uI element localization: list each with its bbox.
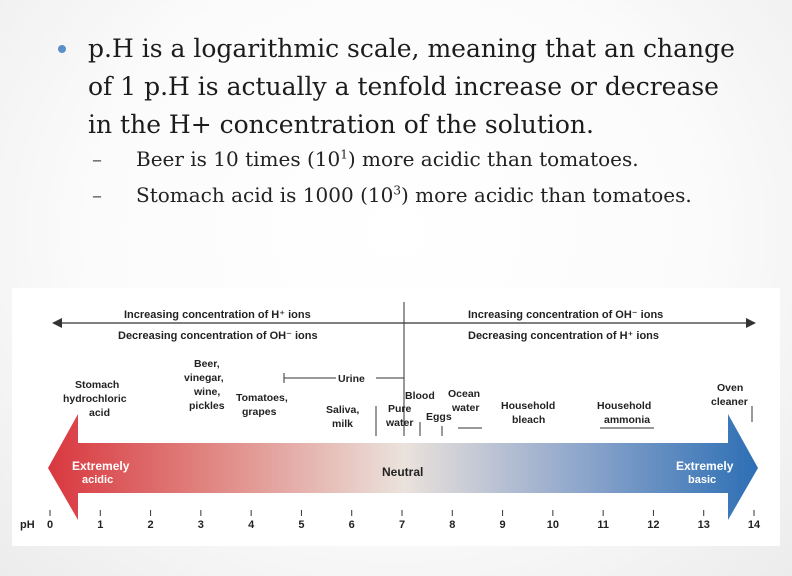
saliva-label-2: milk [332,418,354,430]
sub-bullet-text [136,144,752,174]
beer-label-3: wine, [194,386,221,398]
oven-label-1: Oven [717,382,744,394]
tick-label: 12 [647,519,660,531]
tick-label: 7 [398,519,406,531]
beer-label-4: pickles [189,400,225,412]
sub-bullet-pre: Stomach acid is 1000 (10 [136,183,394,207]
sub-bullet-post: ) more acidic than tomatoes. [347,147,639,171]
dash-icon: – [92,147,102,171]
neutral-label: Neutral [382,465,424,479]
beer-label-2: vinegar, [184,372,224,384]
exponent: 1 [340,147,348,162]
ph-scale-svg [12,288,780,546]
tick-label: 2 [147,519,154,531]
arrow-left-icon [52,318,62,328]
eggs-label: Eggs [426,411,452,423]
extremely-acidic-label-1: Extremely [72,459,130,473]
tick-label: 14 [747,519,761,531]
top-right-label-2: Decreasing concentration of H⁺ ions [468,330,660,342]
saliva-label-1: Saliva, [326,404,360,416]
beer-label-1: Beer, [194,358,220,370]
ocean-label-2: water [452,402,480,414]
ocean-label-1: Ocean [448,388,481,400]
tomatoes-label-2: grapes [242,406,277,418]
ammonia-label-1: Household [597,400,652,412]
top-left-label-2: Decreasing concentration of OH⁻ ions [118,330,318,342]
tick-label: 5 [298,519,305,531]
ammonia-label-2: ammonia [604,414,651,426]
extremely-basic-label-1: Extremely [676,459,734,473]
tick-label: 13 [697,519,710,531]
tick-label: 0 [46,519,54,531]
tick-label: 8 [449,519,456,531]
main-bullet [58,30,748,144]
tick-label: 3 [197,519,204,531]
urine-label: Urine [338,373,365,385]
tick-label: 9 [499,519,506,531]
stomach-label-1: Stomach [75,379,120,391]
bleach-label-1: Household [501,400,556,412]
stomach-label-2: hydrochloric [63,393,127,405]
extremely-basic-label-2: basic [688,474,717,486]
exponent: 3 [393,183,401,198]
sub-bullet-beer [92,144,752,174]
bleach-label-2: bleach [512,414,546,426]
top-right-label-1: Increasing concentration of OH⁻ ions [468,309,664,321]
sub-bullet-stomach [92,180,752,210]
tick-label: 6 [348,519,355,531]
tick-group [47,510,761,531]
tomatoes-label-1: Tomatoes, [236,392,288,404]
ph-scale-figure [12,288,780,546]
tick-label: 11 [597,519,609,531]
arrow-right-icon [746,318,756,328]
stomach-label-3: acid [89,407,111,419]
bullet-dot-icon [58,45,66,53]
pure-water-label-1: Pure [388,403,412,415]
pure-water-label-2: water [386,417,414,429]
axis-label-ph: pH [20,519,35,531]
sub-bullet-pre: Beer is 10 times (10 [136,147,341,171]
dash-icon: – [92,183,102,207]
extremely-acidic-label-2: acidic [82,474,114,486]
main-bullet-text: p.H is a logarithmic scale, meaning that an change of 1 p.H is actually a tenfold increase or decrease in the H+ concentration of the solution. [88,34,735,139]
sub-bullet-text [136,180,752,210]
sub-bullet-post: ) more acidic than tomatoes. [400,183,692,207]
tick-label: 10 [546,519,559,531]
oven-label-2: cleaner [711,396,748,408]
blood-label: Blood [405,390,435,402]
tick-label: 4 [248,519,255,531]
tick-label: 1 [97,519,104,531]
top-left-label-1: Increasing concentration of H⁺ ions [124,309,311,321]
